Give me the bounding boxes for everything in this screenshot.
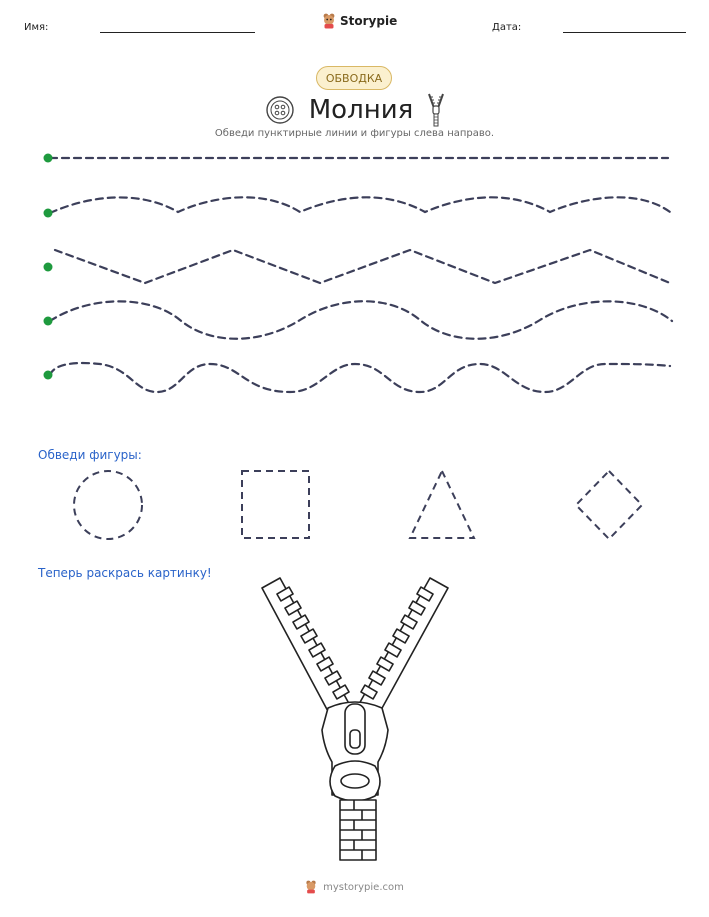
instructions: Обведи пунктирные линии и фигуры слева направо.: [214, 128, 495, 139]
start-dot-5: [44, 371, 53, 380]
tracing-lines: [0, 140, 709, 400]
brand-logo: [322, 13, 397, 29]
trace-line-wave-3[interactable]: [50, 363, 670, 392]
start-dot-4: [44, 317, 53, 326]
zipper-coloring-picture[interactable]: [250, 570, 460, 870]
start-dot-2: [44, 209, 53, 218]
shapes-section-label: Обведи фигуры:: [38, 448, 142, 462]
date-line[interactable]: [563, 32, 686, 33]
storypie-logo-icon: [305, 880, 317, 894]
name-line[interactable]: [100, 32, 255, 33]
page-title: [250, 90, 460, 130]
zipper-icon: [427, 92, 445, 128]
start-dot-1: [44, 154, 53, 163]
trace-line-wave-2[interactable]: [50, 301, 672, 339]
trace-line-zigzag[interactable]: [55, 250, 670, 283]
storypie-logo-icon: [322, 13, 336, 29]
trace-square[interactable]: [242, 471, 309, 538]
trace-line-wave-1[interactable]: [50, 197, 670, 213]
trace-triangle[interactable]: [410, 471, 474, 538]
name-label: Имя:: [24, 22, 49, 33]
coloring-section-label: Теперь раскрась картинку!: [38, 566, 212, 580]
trace-circle[interactable]: [74, 471, 142, 539]
brand-name: Storypie: [340, 14, 398, 28]
shapes-row: [0, 460, 709, 550]
footer-url[interactable]: mystorypie.com: [323, 881, 404, 893]
button-icon: [265, 95, 295, 125]
title-text: Молния: [308, 95, 414, 125]
footer: [0, 880, 709, 894]
trace-diamond[interactable]: [576, 471, 642, 539]
start-dot-3: [44, 263, 53, 272]
activity-badge: ОБВОДКА: [316, 66, 392, 90]
date-label: Дата:: [492, 22, 522, 33]
